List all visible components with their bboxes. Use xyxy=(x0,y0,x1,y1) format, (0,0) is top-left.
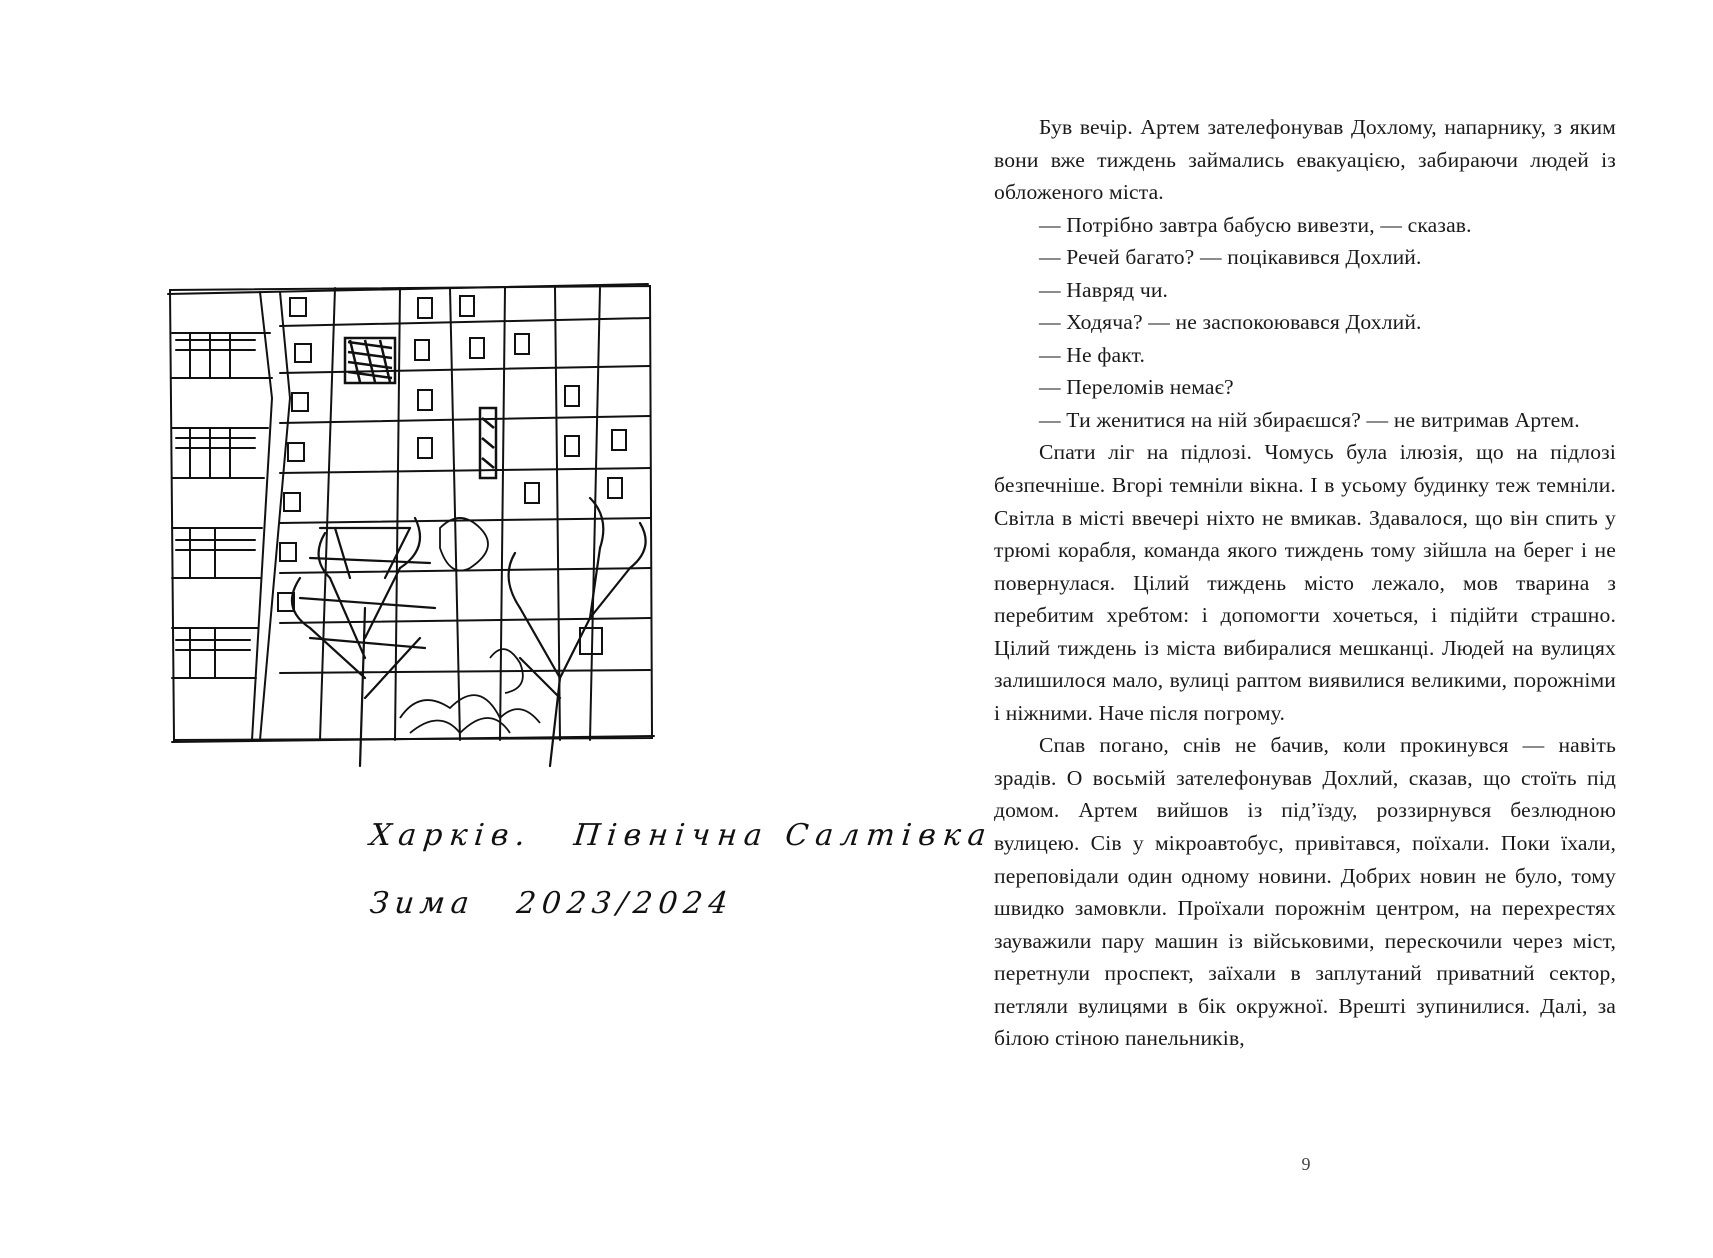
page-number: 9 xyxy=(1301,1154,1311,1174)
paragraph: Був вечір. Артем зателефонував Дохлому, напарнику, з яким вони вже тиждень займались евакуацією, забираючи людей із обложеного міста. xyxy=(994,115,1616,205)
caption-line-date xyxy=(368,886,735,921)
dialogue-line: — Ти женитися на ній збираєшся? — не витримав Артем. xyxy=(1039,407,1580,432)
handwritten-caption xyxy=(368,818,995,958)
paragraph: Спати ліг на підлозі. Чомусь була ілюзія, що на підлозі безпечніше. Вгорі темніли вікна. І в усьому будинку теж темніли. Світла в місті ввечері ніхто не вмикав. Здавалося, що він спить у трюмі корабля, команда якого тиждень тому зійшла на берег і не повернулася. Цілий тиждень місто лежало, мов тварина з перебитим хребтом: і допомогти хочеться, і підійти страшно. Цілий тиждень із міста вибиралися мешканці. Людей на вулицях залишилося мало, вулиці раптом виявилися великими, порожніми і ніжними. Наче після погрому. xyxy=(994,440,1616,725)
caption-district: Північна Салтівка xyxy=(572,818,995,853)
paragraph: Спав погано, снів не бачив, коли прокинувся — навіть зрадів. О восьмій зателефонував Дохлий, сказав, що стоїть під домом. Артем вийшов із під’їзду, роззирнувся безлюдною вулицею. Сів у мікроавтобус, привітався, поїхали. Поки їхали, переповідали один одному новини. Добрих новин не було, тому швидко замовкли. Проїхали порожнім центром, на перехрестях зауважили пару машин із військовими, перескочили через міст, перетнули проспект, заїхали в заплутаний приватний сектор, петляли вулицями в бік окружної. Врешті зупинилися. Далі, за білою стіною панельників, xyxy=(994,733,1616,1051)
dialogue-line: — Речей багато? — поцікавився Дохлий. xyxy=(1039,245,1422,270)
dialogue-line: — Не факт. xyxy=(1039,342,1146,367)
dialogue-line: — Потрібно завтра бабусю вивезти, — сказав. xyxy=(1039,212,1472,237)
dialogue-line: — Ходяча? — не заспокоювався Дохлий. xyxy=(1039,310,1422,335)
body-text xyxy=(994,111,1616,1055)
caption-years: 2023/2024 xyxy=(514,886,736,921)
dialogue-line: — Навряд чи. xyxy=(1039,277,1169,302)
apartment-building-sketch xyxy=(160,278,680,778)
caption-line-location xyxy=(368,818,994,853)
caption-city: Харків. xyxy=(368,818,534,853)
dialogue-line: — Переломів немає? xyxy=(1039,375,1234,400)
caption-season: Зима xyxy=(368,886,477,921)
